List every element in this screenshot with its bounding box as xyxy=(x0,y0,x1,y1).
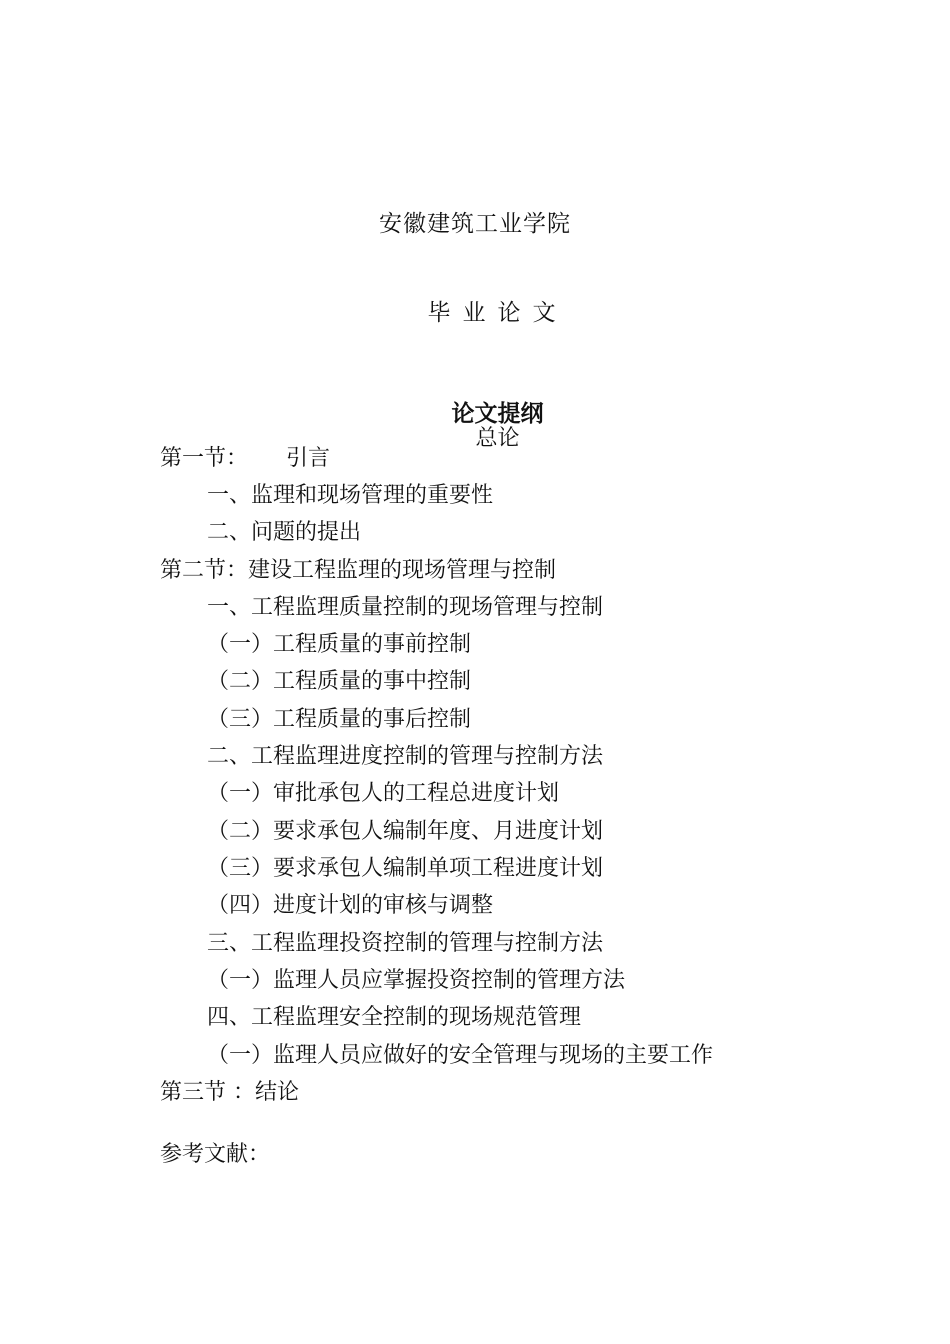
section-2-item-2-sub-2: （二）要求承包人编制年度、月进度计划 xyxy=(207,819,604,844)
references-heading: 参考文献： xyxy=(160,1142,271,1167)
section-2: 第二节：建设工程监理的现场管理与控制 xyxy=(160,558,557,583)
section-2-item-2-sub-1: （一）审批承包人的工程总进度计划 xyxy=(207,781,560,806)
section-2-item-1-sub-2: （二）工程质量的事中控制 xyxy=(207,669,472,694)
section-1-title: 引言 xyxy=(286,446,331,471)
section-1 xyxy=(160,444,330,474)
section-2-item-3-sub-1: （一）监理人员应掌握投资控制的管理方法 xyxy=(207,968,626,993)
section-1-item-1: 一、监理和现场管理的重要性 xyxy=(207,483,494,508)
section-3: 第三节 ：结论 xyxy=(160,1080,299,1105)
section-2-item-2-sub-4: （四）进度计划的审核与调整 xyxy=(207,893,494,918)
section-2-item-1-sub-3: （三）工程质量的事后控制 xyxy=(207,707,472,732)
school-name: 安徽建筑工业学院 xyxy=(379,211,571,237)
section-2-item-1: 一、工程监理质量控制的现场管理与控制 xyxy=(207,595,604,620)
section-1-label: 第一节： xyxy=(160,446,249,471)
section-2-item-2: 二、工程监理进度控制的管理与控制方法 xyxy=(207,744,604,769)
section-2-item-1-sub-1: （一）工程质量的事前控制 xyxy=(207,632,472,657)
section-1-item-2: 二、问题的提出 xyxy=(207,520,362,545)
section-2-item-4-sub-1: （一）监理人员应做好的安全管理与现场的主要工作 xyxy=(207,1043,714,1068)
thesis-heading: 毕业论文 xyxy=(427,300,568,326)
section-2-item-3: 三、工程监理投资控制的管理与控制方法 xyxy=(207,931,604,956)
section-2-item-4: 四、工程监理安全控制的现场规范管理 xyxy=(207,1005,582,1030)
outline-title: 论文提纲 xyxy=(451,400,544,427)
overview-heading: 总论 xyxy=(475,426,520,451)
section-2-item-2-sub-3: （三）要求承包人编制单项工程进度计划 xyxy=(207,856,604,881)
